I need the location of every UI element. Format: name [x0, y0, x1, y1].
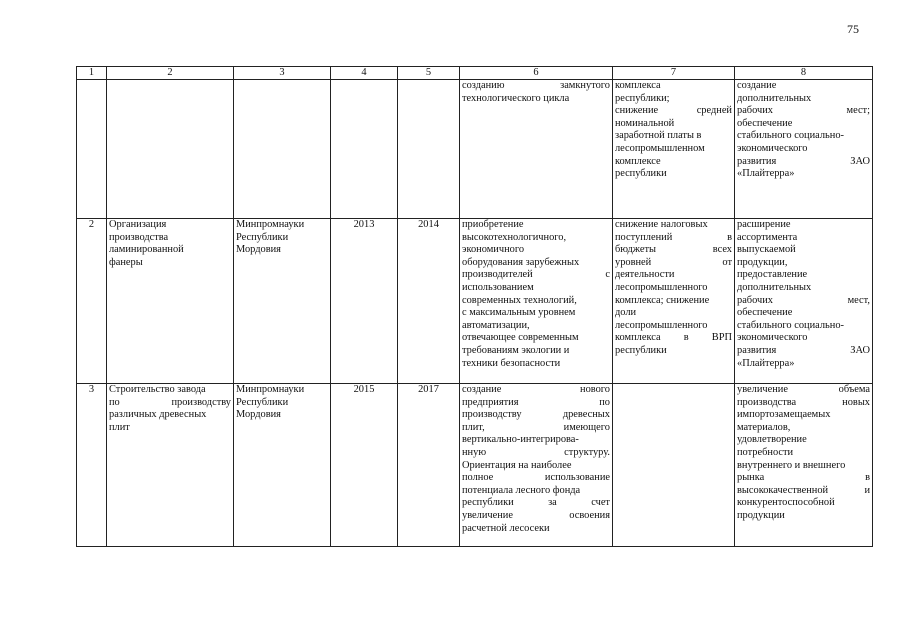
- end-year-cell: 2014: [398, 219, 460, 384]
- word: освоения: [569, 509, 610, 521]
- row-number-cell: 3: [77, 384, 107, 547]
- column-number-header-row: [77, 67, 873, 80]
- cell-text-line: [737, 156, 870, 169]
- cell-text-line: Организация: [109, 219, 167, 230]
- cell-text-line: [615, 232, 732, 245]
- word: от: [722, 256, 732, 268]
- cell-text-line: экономичного: [462, 244, 525, 256]
- cell-text-line: комплекса; снижение: [615, 294, 710, 306]
- cell-text-line: импортозамещаемых: [737, 409, 831, 421]
- word: в: [727, 231, 732, 243]
- end-year-cell: [398, 80, 460, 219]
- measure-name-cell: [107, 219, 234, 384]
- word: в: [865, 472, 870, 484]
- word: комплекса: [615, 332, 661, 344]
- cell-text-line: Минпромнауки: [236, 384, 305, 395]
- word: бюджеты: [615, 244, 656, 256]
- cell-text-line: «Плайтерра»: [737, 168, 795, 180]
- cell-text-line: [462, 397, 610, 410]
- cell-text-line: «Плайтерра»: [737, 357, 795, 369]
- cell-text-line: лесопромышленном: [615, 142, 705, 154]
- cell-text-line: отвечающее современным: [462, 332, 579, 344]
- row-number-cell: [77, 80, 107, 219]
- cell-text-line: республики: [615, 344, 667, 356]
- word: древесных: [562, 409, 610, 421]
- word: увеличение: [737, 384, 788, 395]
- column-header: 3: [234, 67, 331, 80]
- row-number-cell: 2: [77, 219, 107, 384]
- measure-name-cell: [107, 80, 234, 219]
- activity-content-cell: [460, 80, 613, 219]
- cell-text-line: доли: [615, 307, 637, 319]
- cell-text-line: потребности: [737, 446, 794, 458]
- word: ЗАО: [850, 155, 870, 167]
- cell-text-line: продукции,: [737, 256, 788, 268]
- cell-text-line: [615, 244, 732, 257]
- word: и: [864, 484, 870, 496]
- cell-text-line: снижение налоговых: [615, 219, 708, 230]
- cell-text-line: лесопромышленного: [615, 319, 708, 331]
- activity-content-cell: [460, 219, 613, 384]
- column-header: 2: [107, 67, 234, 80]
- word: рабочих: [737, 294, 774, 306]
- word: с: [605, 269, 610, 281]
- cell-text-line: использованием: [462, 281, 534, 293]
- cell-text-line: технологического цикла: [462, 92, 570, 104]
- cell-text-line: вертикально-интегрирова-: [462, 434, 579, 446]
- cell-text-line: [462, 447, 610, 460]
- word: увеличение: [462, 509, 513, 521]
- word: рынка: [737, 472, 765, 484]
- word: производству: [171, 396, 231, 408]
- word: снижение: [615, 105, 659, 117]
- expected-result-cell: [613, 80, 735, 219]
- word: производства: [737, 396, 797, 408]
- table-row: [77, 219, 873, 384]
- cell-text-line: расчетной лесосеки: [462, 522, 550, 534]
- program-table: [76, 66, 873, 547]
- cell-text-line: [737, 472, 870, 485]
- word: структуру.: [564, 446, 610, 458]
- cell-text-line: стабильного социально-: [737, 319, 844, 331]
- word: мест,: [847, 294, 870, 306]
- expected-result-cell: [613, 219, 735, 384]
- cell-text-line: стабильного социально-: [737, 130, 844, 142]
- cell-text-line: Ориентация на наиболее: [462, 459, 572, 471]
- cell-text-line: техники безопасности: [462, 357, 561, 369]
- cell-text-line: обеспечение: [737, 307, 793, 319]
- cell-text-line: экономического: [737, 332, 808, 344]
- cell-text-line: обеспечение: [737, 117, 793, 129]
- cell-text-line: [462, 384, 610, 397]
- social-economic-result-cell: [735, 219, 873, 384]
- word: предприятия: [462, 396, 519, 408]
- word: использование: [544, 472, 610, 484]
- cell-text-line: создание: [737, 80, 777, 91]
- cell-text-line: потенциала лесного фонда: [462, 484, 581, 496]
- word: нового: [580, 384, 610, 395]
- cell-text-line: республики: [615, 168, 667, 180]
- cell-text-line: различных древесных: [109, 409, 207, 421]
- cell-text-line: лесопромышленного: [615, 281, 708, 293]
- cell-text-line: Республики: [236, 396, 289, 408]
- cell-text-line: [109, 397, 231, 410]
- cell-text-line: [737, 105, 870, 118]
- cell-text-line: внутреннего и внешнего: [737, 459, 846, 471]
- cell-text-line: [462, 472, 610, 485]
- cell-text-line: материалов,: [737, 421, 791, 433]
- column-header: 8: [735, 67, 873, 80]
- expected-result-cell: [613, 384, 735, 547]
- cell-text-line: [462, 269, 610, 282]
- cell-text-line: номинальной: [615, 117, 675, 129]
- cell-text-line: дополнительных: [737, 92, 812, 104]
- word: замкнутого: [560, 80, 610, 91]
- cell-text-line: ассортимента: [737, 231, 798, 243]
- cell-text-line: заработной платы в: [615, 130, 702, 142]
- word: созданию: [462, 80, 505, 91]
- cell-text-line: экономического: [737, 142, 808, 154]
- start-year-cell: [331, 80, 398, 219]
- responsible-org-cell: [234, 80, 331, 219]
- cell-text-line: автоматизации,: [462, 319, 530, 331]
- cell-text-line: расширение: [737, 219, 791, 230]
- cell-text-line: выпускаемой: [737, 244, 796, 256]
- cell-text-line: республики;: [615, 92, 670, 104]
- word: рабочих: [737, 105, 774, 117]
- word: производителей: [462, 269, 533, 281]
- cell-text-line: [462, 80, 610, 93]
- cell-text-line: фанеры: [109, 256, 143, 268]
- word: создание: [462, 384, 502, 395]
- cell-text-line: [462, 497, 610, 510]
- cell-text-line: [737, 384, 870, 397]
- cell-text-line: с максимальным уровнем: [462, 307, 576, 319]
- column-header: 6: [460, 67, 613, 80]
- cell-text-line: Республики: [236, 231, 289, 243]
- cell-text-line: современных технологий,: [462, 294, 577, 306]
- cell-text-line: предоставление: [737, 269, 808, 281]
- word: за: [548, 497, 557, 509]
- cell-text-line: Строительство завода: [109, 384, 206, 395]
- column-header: 1: [77, 67, 107, 80]
- column-header: 7: [613, 67, 735, 80]
- cell-text-line: продукции: [737, 509, 785, 521]
- word: новых: [842, 396, 870, 408]
- word: развития: [737, 344, 777, 356]
- cell-text-line: ламинированной: [109, 244, 184, 256]
- start-year-cell: 2015: [331, 384, 398, 547]
- cell-text-line: комплекса: [615, 80, 661, 91]
- word: полное: [462, 472, 494, 484]
- cell-text-line: [462, 409, 610, 422]
- column-header: 5: [398, 67, 460, 80]
- cell-text-line: конкурентоспособной: [737, 497, 835, 509]
- end-year-cell: 2017: [398, 384, 460, 547]
- word: плит,: [462, 421, 485, 433]
- cell-text-line: [615, 332, 732, 345]
- social-economic-result-cell: [735, 384, 873, 547]
- cell-text-line: дополнительных: [737, 281, 812, 293]
- word: объема: [838, 384, 870, 395]
- word: в: [683, 332, 689, 344]
- table-row: [77, 80, 873, 219]
- word: имеющего: [563, 421, 610, 433]
- cell-text-line: приобретение: [462, 219, 524, 230]
- word: по: [599, 396, 610, 408]
- cell-text-line: [615, 257, 732, 270]
- cell-text-line: деятельности: [615, 269, 675, 281]
- word: мест;: [846, 105, 870, 117]
- word: развития: [737, 155, 777, 167]
- word: всех: [712, 244, 732, 256]
- cell-text-line: [737, 485, 870, 498]
- cell-text-line: оборудования зарубежных: [462, 256, 580, 268]
- start-year-cell: 2013: [331, 219, 398, 384]
- cell-text-line: [462, 422, 610, 435]
- cell-text-line: [615, 105, 732, 118]
- activity-content-cell: [460, 384, 613, 547]
- cell-text-line: плит: [109, 421, 130, 433]
- page-number: 75: [847, 22, 859, 36]
- word: ЗАО: [850, 344, 870, 356]
- responsible-org-cell: [234, 219, 331, 384]
- cell-text-line: комплексе: [615, 155, 661, 167]
- word: ВРП: [711, 332, 732, 344]
- cell-text-line: требованиям экологии и: [462, 344, 570, 356]
- word: поступлений: [615, 231, 673, 243]
- social-economic-result-cell: [735, 80, 873, 219]
- word: производству: [462, 409, 522, 421]
- word: нную: [462, 446, 487, 458]
- word: средней: [696, 105, 732, 117]
- word: уровней: [615, 256, 652, 268]
- cell-text-line: Минпромнауки: [236, 219, 305, 230]
- word: высококачественной: [737, 484, 829, 496]
- word: счет: [591, 497, 610, 509]
- cell-text-line: [462, 510, 610, 523]
- cell-text-line: производства: [109, 231, 169, 243]
- cell-text-line: [737, 345, 870, 358]
- cell-text-line: высокотехнологичного,: [462, 231, 567, 243]
- word: республики: [462, 497, 514, 509]
- cell-text-line: удовлетворение: [737, 434, 807, 446]
- cell-text-line: Мордовия: [236, 409, 281, 421]
- cell-text-line: [737, 295, 870, 308]
- column-header: 4: [331, 67, 398, 80]
- measure-name-cell: [107, 384, 234, 547]
- responsible-org-cell: [234, 384, 331, 547]
- cell-text-line: Мордовия: [236, 244, 281, 256]
- word: по: [109, 396, 120, 408]
- table-row: [77, 384, 873, 547]
- cell-text-line: [737, 397, 870, 410]
